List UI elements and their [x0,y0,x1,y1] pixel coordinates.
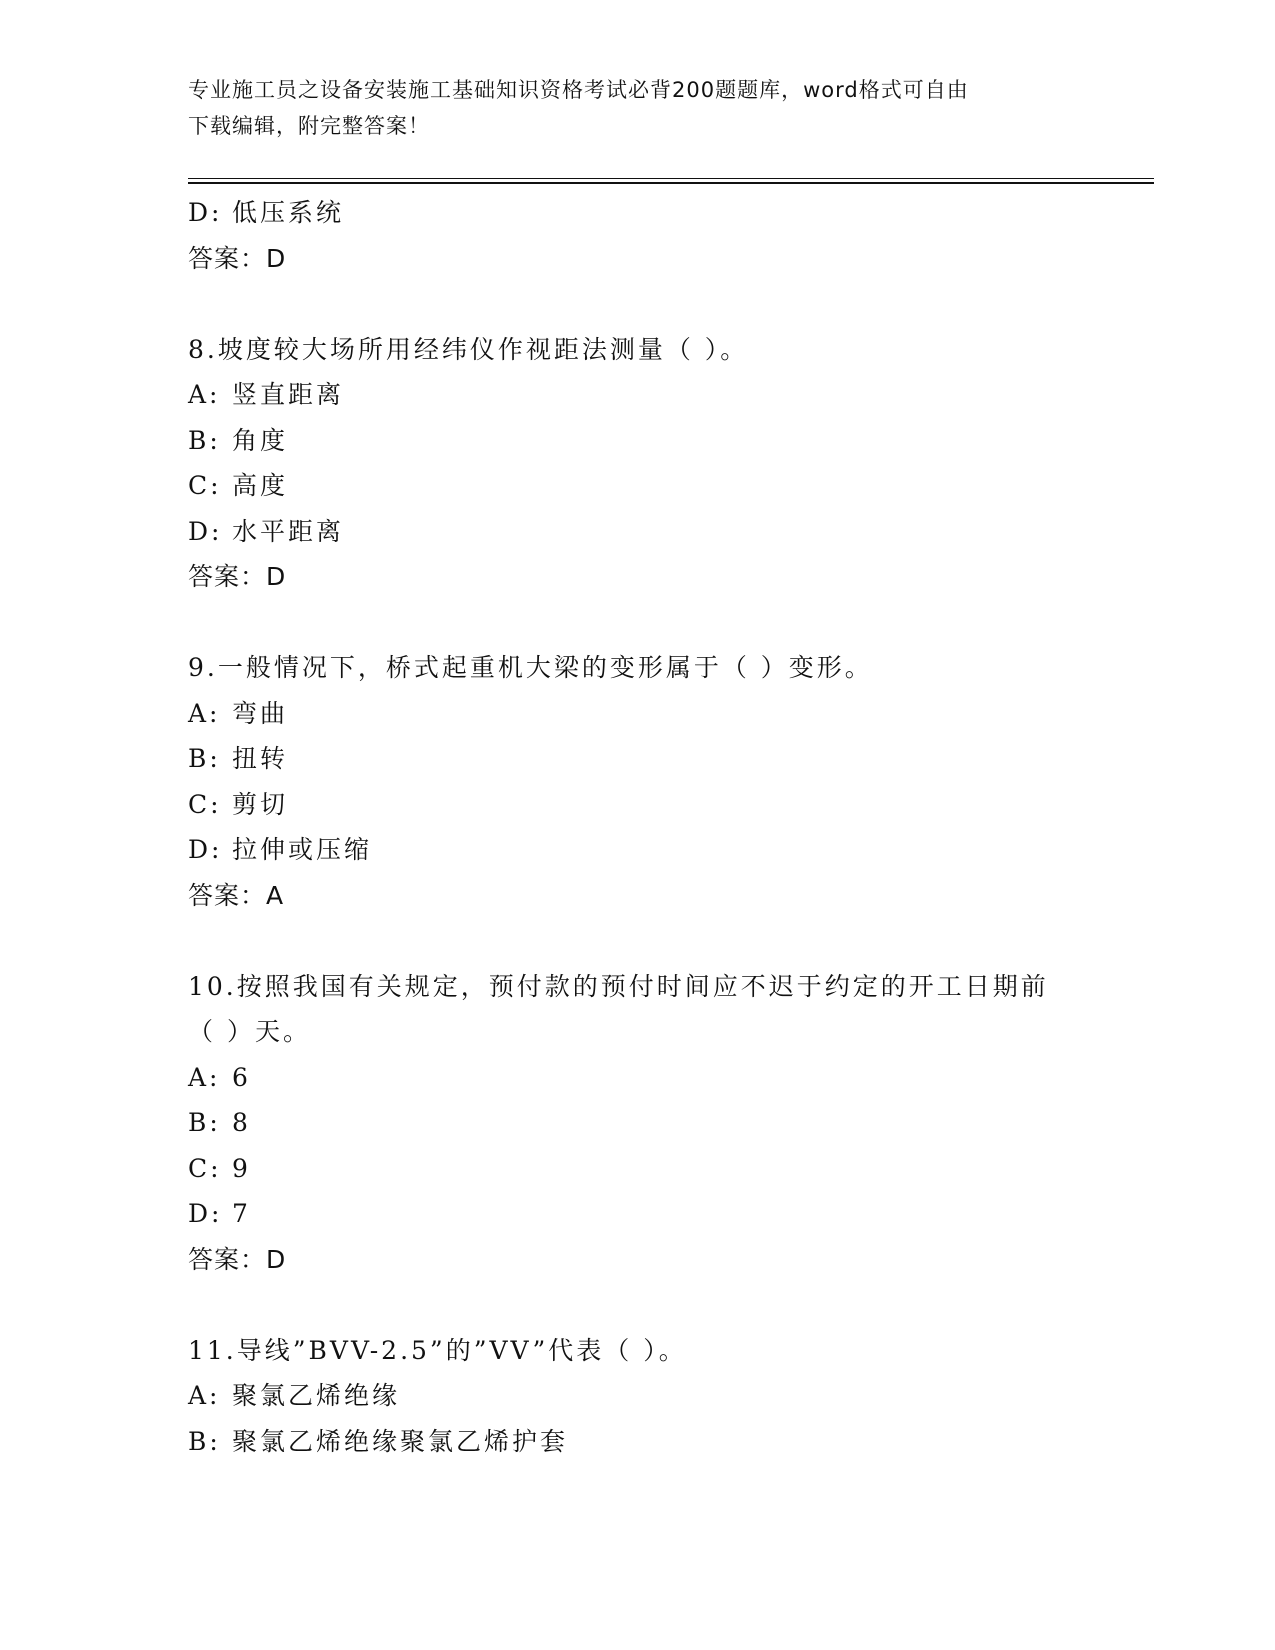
option-c [188,463,1088,509]
option-key: B: [188,1108,221,1137]
option-a [188,1373,1088,1419]
option-key: C: [188,471,222,500]
option-key: B: [188,744,221,773]
spacer [188,281,1088,327]
option-key: C: [188,789,222,819]
option-text: 高度 [232,471,289,500]
option-text: 拉伸或压缩 [232,835,373,864]
option-d [188,190,1088,236]
option-text: 低压系统 [232,198,345,227]
document-header [188,72,1088,144]
option-text: 9 [232,1153,251,1183]
question-stem-line-1: 10.按照我国有关规定，预付款的预付时间应不迟于约定的开工日期前 [188,971,1049,1001]
spacer [188,918,1088,964]
option-key: D: [188,835,223,864]
option-text: 角度 [232,425,289,455]
option-c [188,782,1088,828]
answer-line: 答案：D [188,1244,287,1274]
option-d [188,1191,1088,1237]
answer-line: 答案：D [188,243,287,273]
answer-line: 答案：A [188,880,285,910]
spacer [188,1282,1088,1328]
option-b [188,1419,1088,1465]
question-stem: 11.导线”BVV-2.5”的”VV”代表（ ）。 [188,1335,687,1365]
option-b [188,1100,1088,1146]
option-a [188,1055,1088,1101]
header-line-1: 专业施工员之设备安装施工基础知识资格考试必背200题题库，word格式可自由 [188,78,969,102]
option-text: 7 [232,1199,251,1228]
option-text: 8 [232,1108,251,1137]
option-key: A: [188,1062,221,1092]
question-stem: 8.坡度较大场所用经纬仪作视距法测量（ ）。 [188,334,749,364]
spacer [188,600,1088,646]
option-key: D: [188,198,223,227]
question-list [188,190,1088,1464]
option-key: C: [188,1153,222,1183]
answer-line: 答案：D [188,562,287,591]
option-a [188,691,1088,737]
option-text: 6 [232,1062,251,1092]
option-text: 竖直距离 [232,380,345,409]
option-a [188,372,1088,418]
option-text: 弯曲 [232,698,289,728]
option-text: 聚氯乙烯绝缘 [232,1381,401,1410]
option-text: 聚氯乙烯绝缘聚氯乙烯护套 [232,1426,569,1456]
option-key: D: [188,1199,223,1228]
option-key: B: [188,425,221,455]
option-key: A: [188,698,221,728]
option-key: A: [188,1381,221,1410]
option-key: B: [188,1426,221,1456]
header-divider-thin [188,178,1154,179]
option-key: A: [188,380,221,409]
option-b [188,736,1088,782]
option-d [188,827,1088,873]
header-line-2: 下载编辑，附完整答案！ [188,114,430,138]
question-stem: 9.一般情况下，桥式起重机大梁的变形属于（ ）变形。 [188,653,873,682]
option-d [188,509,1088,555]
header-divider-thick [188,182,1154,184]
option-b [188,418,1088,464]
option-text: 水平距离 [232,516,345,546]
option-c [188,1146,1088,1192]
option-text: 剪切 [232,789,289,819]
option-text: 扭转 [232,744,289,773]
question-stem-line-2: （ ）天。 [188,1017,311,1046]
option-key: D: [188,516,223,546]
